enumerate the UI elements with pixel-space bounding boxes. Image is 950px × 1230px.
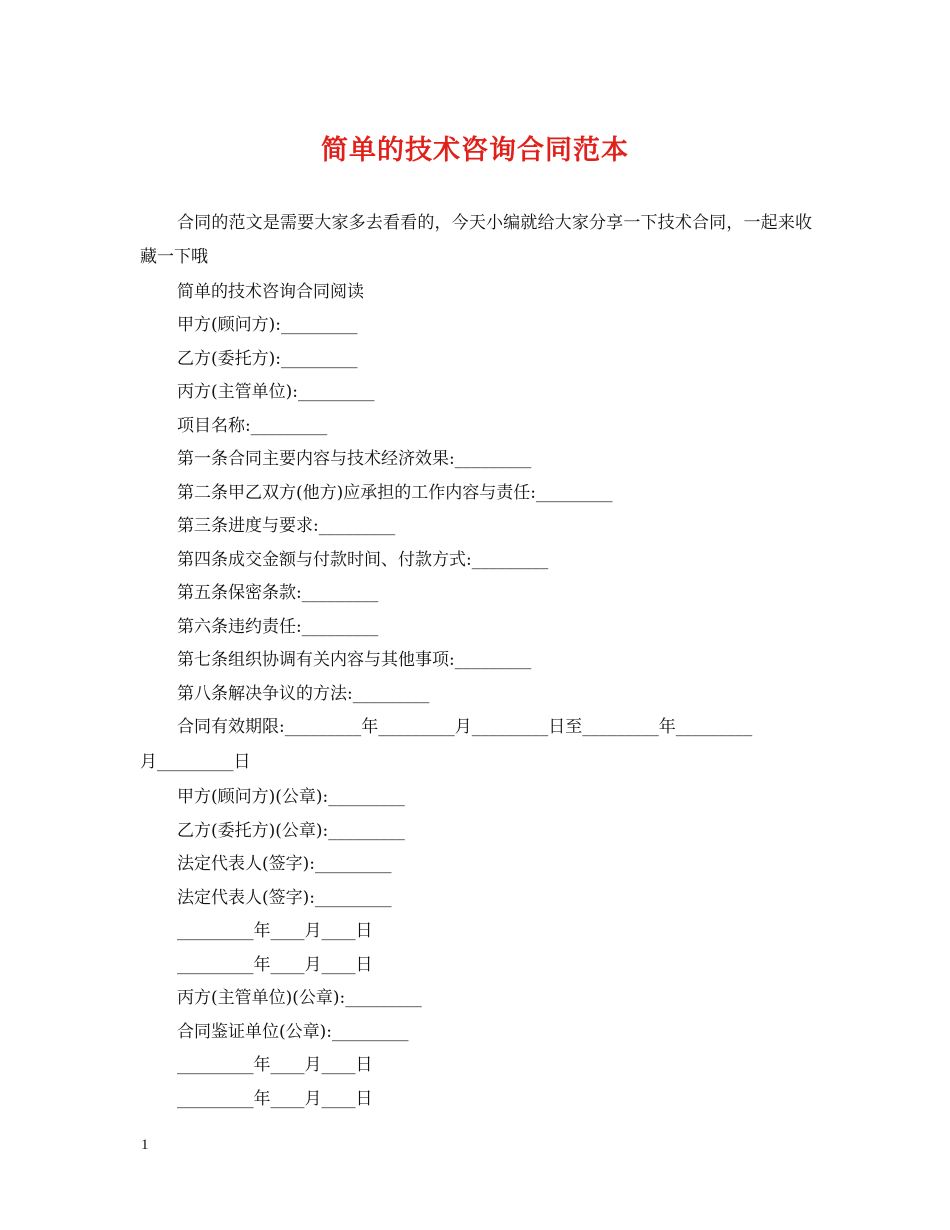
- date-line-3: _________年____月____日: [177, 1055, 373, 1075]
- date-line-1: _________年____月____日: [177, 921, 373, 941]
- article-7: 第七条组织协调有关内容与其他事项:_________: [177, 650, 532, 670]
- date-line-2: _________年____月____日: [177, 955, 373, 975]
- certification-unit-seal-field: 合同鉴证单位(公章):_________: [177, 1022, 409, 1042]
- validity-period-line-1: 合同有效期限:_________年_________月_________日至_________年_________: [177, 717, 753, 737]
- validity-period-line-2: 月_________日: [140, 752, 251, 772]
- section-heading: 简单的技术咨询合同阅读: [177, 282, 364, 302]
- article-6: 第六条违约责任:_________: [177, 617, 379, 637]
- article-2: 第二条甲乙双方(他方)应承担的工作内容与责任:_________: [177, 483, 613, 503]
- party-b-seal-field: 乙方(委托方)(公章):_________: [177, 821, 405, 841]
- project-name-field: 项目名称:_________: [177, 416, 328, 436]
- page-number: 1: [141, 1137, 149, 1153]
- article-5: 第五条保密条款:_________: [177, 583, 379, 603]
- date-line-4: _________年____月____日: [177, 1089, 373, 1109]
- intro-paragraph: 合同的范文是需要大家多去看看的，今天小编就给大家分享一下技术合同，一起来收藏一下哦: [140, 213, 812, 267]
- page-title: 简单的技术咨询合同范本: [321, 135, 629, 166]
- article-3: 第三条进度与要求:_________: [177, 516, 396, 536]
- party-c-field: 丙方(主管单位):_________: [177, 382, 375, 402]
- article-8: 第八条解决争议的方法:_________: [177, 684, 430, 704]
- legal-rep-signature-1: 法定代表人(签字):_________: [177, 854, 392, 874]
- article-1: 第一条合同主要内容与技术经济效果:_________: [177, 449, 532, 469]
- party-c-seal-field: 丙方(主管单位)(公章):_________: [177, 988, 422, 1008]
- party-b-field: 乙方(委托方):_________: [177, 349, 358, 369]
- party-a-field: 甲方(顾问方):_________: [177, 315, 358, 335]
- party-a-seal-field: 甲方(顾问方)(公章):_________: [177, 787, 405, 807]
- legal-rep-signature-2: 法定代表人(签字):_________: [177, 888, 392, 908]
- article-4: 第四条成交金额与付款时间、付款方式:_________: [177, 550, 549, 570]
